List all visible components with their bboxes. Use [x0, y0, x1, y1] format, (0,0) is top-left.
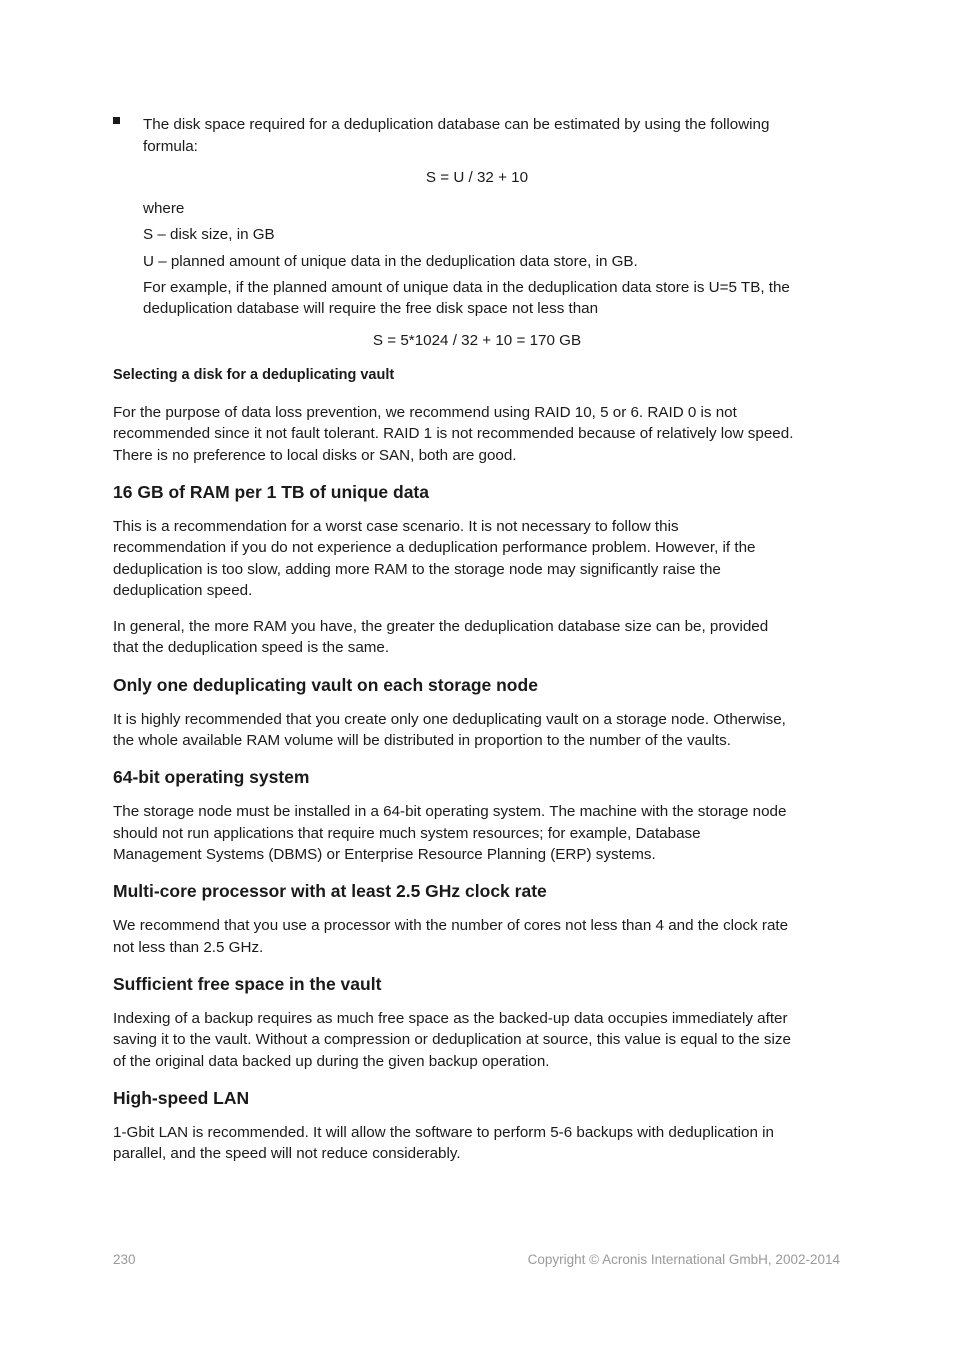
paragraph-line: recommendation if you do not experience a deduplication performance problem. However, if the	[113, 539, 756, 556]
paragraph-line: that the deduplication speed is the same.	[113, 639, 390, 656]
bullet-intro-line-2: formula:	[143, 138, 198, 155]
section-heading-selecting-disk: Selecting a disk for a deduplicating vault	[113, 367, 395, 383]
paragraph-line: parallel, and the speed will not reduce considerably.	[113, 1145, 461, 1162]
copyright-notice: Copyright © Acronis International GmbH, 2002-2014	[527, 1252, 840, 1267]
section-heading-one-vault: Only one deduplicating vault on each storage node	[113, 675, 538, 695]
paragraph-line: should not run applications that require much system resources; for example, Database	[113, 825, 701, 842]
paragraph-line: There is no preference to local disks or SAN, both are good.	[113, 447, 517, 464]
paragraph-line: Indexing of a backup requires as much free space as the backed-up data occupies immediately after	[113, 1010, 788, 1027]
paragraph-line: 1-Gbit LAN is recommended. It will allow the software to perform 5-6 backups with deduplication in	[113, 1124, 774, 1141]
paragraph-line: This is a recommendation for a worst case scenario. It is not necessary to follow this	[113, 518, 679, 535]
paragraph-line: recommended since it not fault tolerant. RAID 1 is not recommended because of relatively low speed.	[113, 425, 794, 442]
definition-u: U – planned amount of unique data in the deduplication data store, in GB.	[143, 253, 638, 270]
section-heading-64bit-os: 64-bit operating system	[113, 767, 310, 787]
paragraph-line: of the original data backed up during the given backup operation.	[113, 1053, 550, 1070]
paragraph-line: deduplication is too slow, adding more RAM to the storage node may significantly raise the	[113, 561, 721, 578]
example-line-2: deduplication database will require the free disk space not less than	[143, 300, 599, 317]
section-heading-lan: High-speed LAN	[113, 1088, 250, 1108]
section-heading-ram: 16 GB of RAM per 1 TB of unique data	[113, 482, 429, 502]
example-line-1: For example, if the planned amount of unique data in the deduplication data store is U=5 TB, the	[143, 279, 790, 296]
paragraph-line: saving it to the vault. Without a compression or deduplication at source, this value is equal to the size	[113, 1031, 791, 1048]
paragraph-line: For the purpose of data loss prevention, we recommend using RAID 10, 5 or 6. RAID 0 is not	[113, 404, 737, 421]
paragraph-line: It is highly recommended that you create only one deduplicating vault on a storage node. Otherwise,	[113, 711, 786, 728]
paragraph-line: The storage node must be installed in a 64-bit operating system. The machine with the storage node	[113, 803, 787, 820]
bullet-marker	[113, 117, 120, 124]
section-heading-free-space: Sufficient free space in the vault	[113, 974, 382, 994]
section-heading-cpu: Multi-core processor with at least 2.5 GHz clock rate	[113, 881, 547, 901]
paragraph-line: deduplication speed.	[113, 582, 253, 599]
example-formula: S = 5*1024 / 32 + 10 = 170 GB	[372, 332, 582, 349]
paragraph-line: Management Systems (DBMS) or Enterprise Resource Planning (ERP) systems.	[113, 846, 656, 863]
paragraph-line: the whole available RAM volume will be distributed in proportion to the number of the vaults.	[113, 732, 731, 749]
definition-s: S – disk size, in GB	[143, 226, 275, 243]
page-number: 230	[113, 1252, 136, 1267]
formula: S = U / 32 + 10	[425, 169, 529, 186]
paragraph-line: We recommend that you use a processor with the number of cores not less than 4 and the clock rate	[113, 917, 789, 934]
where-label: where	[143, 200, 185, 217]
paragraph-line: not less than 2.5 GHz.	[113, 939, 264, 956]
paragraph-line: In general, the more RAM you have, the greater the deduplication database size can be, provided	[113, 618, 769, 635]
bullet-intro-line-1: The disk space required for a deduplication database can be estimated by using the following	[143, 116, 770, 133]
